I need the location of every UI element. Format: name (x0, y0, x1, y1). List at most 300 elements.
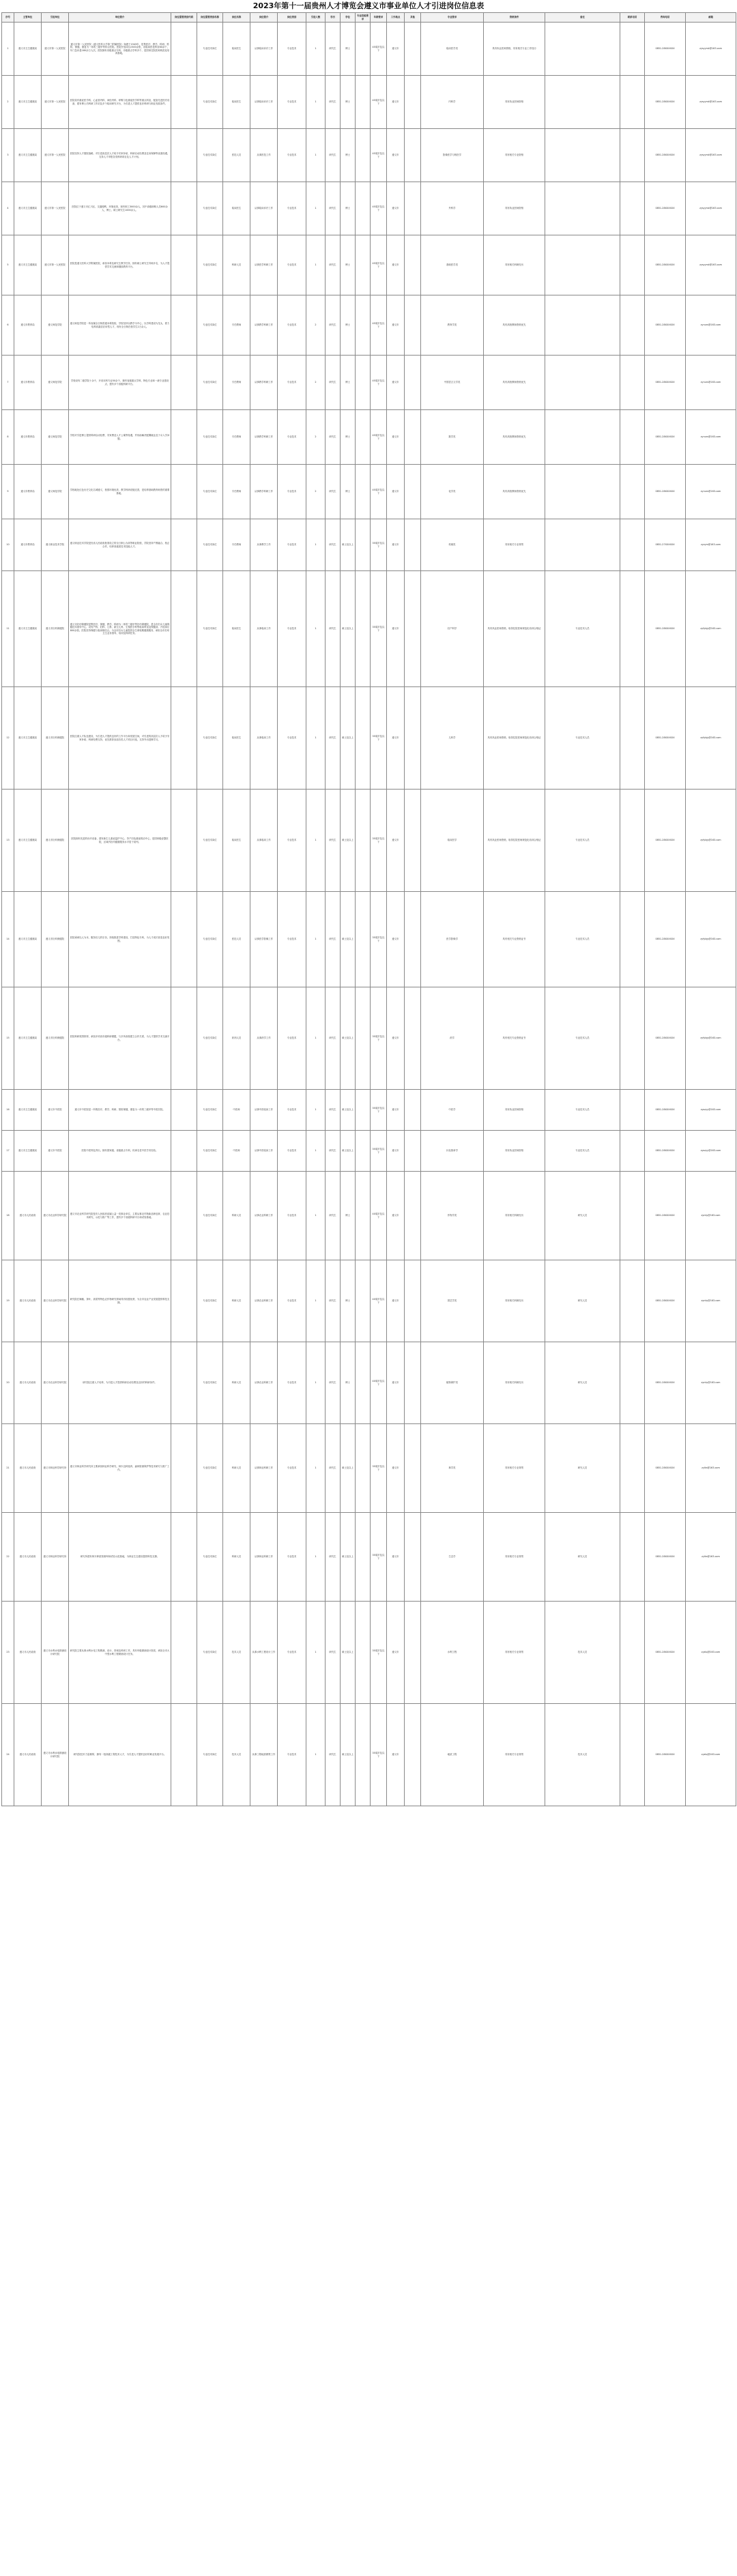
cell-major: 化学类 (421, 465, 484, 519)
cell-num: 1 (306, 519, 326, 571)
cell-post: 专任教师 (223, 410, 250, 465)
cell-ptype: 专业技术 (278, 76, 306, 129)
column-header: 引进单位 (42, 13, 69, 23)
cell-cat: 专业技术岗位 (197, 23, 223, 76)
column-header: 资格条件 (484, 13, 545, 23)
cell-req: 具有高校教师资格优先 (484, 295, 545, 356)
cell-dept: 遵义市卫生健康局 (14, 1131, 42, 1172)
cell-other (405, 129, 421, 182)
cell-major: 基础医学类 (421, 235, 484, 295)
cell-note: 专业技术人员 (545, 687, 620, 790)
cell-contact (620, 1704, 645, 1806)
cell-ptype: 专业技术 (278, 410, 306, 465)
cell-other (405, 1172, 421, 1260)
cell-pdesc: 从事临床工作 (250, 571, 278, 687)
cell-skill (356, 410, 371, 465)
cell-other (405, 1131, 421, 1172)
cell-deg: 博士 (341, 1342, 356, 1424)
position-table (1, 12, 736, 1806)
cell-skill (356, 519, 371, 571)
cell-unit: 遵义市第一人民医院 (42, 182, 69, 235)
cell-num: 1 (306, 892, 326, 987)
cell-deg: 博士 (341, 1172, 356, 1260)
cell-ptype: 专业技术 (278, 129, 306, 182)
cell-contact (620, 1602, 645, 1704)
cell-age: 35周岁及以下 (371, 790, 387, 892)
column-header: 岗位名称 (223, 13, 250, 23)
cell-code (171, 76, 197, 129)
cell-req: 具有相关专业背景 (484, 1704, 545, 1806)
cell-age: 45周岁及以下 (371, 23, 387, 76)
cell-note (545, 235, 620, 295)
cell-post: 专任教师 (223, 519, 250, 571)
cell-ptype: 专业技术 (278, 1172, 306, 1260)
cell-num: 1 (306, 182, 326, 235)
cell-no: 16 (2, 1090, 14, 1131)
cell-age: 35周岁及以下 (371, 519, 387, 571)
cell-intro: 学校设有二级学院十余个，开设本科专业50余个，拥有省级重点学科、特色专业和一流专业建设点，建有多个省级科研平台。 (69, 356, 171, 410)
cell-dept: 遵义市人民政府 (14, 1172, 42, 1260)
cell-edu: 研究生 (326, 295, 341, 356)
cell-age: 40周岁及以下 (371, 1342, 387, 1424)
cell-no: 12 (2, 687, 14, 790)
cell-place: 遵义市 (387, 1704, 405, 1806)
cell-note: 专业技术人员 (545, 790, 620, 892)
cell-post: 科研人员 (223, 1172, 250, 1260)
cell-other (405, 1342, 421, 1424)
cell-major: 生态学 (421, 1513, 484, 1602)
cell-other (405, 687, 421, 790)
cell-major: 数学类 (421, 410, 484, 465)
cell-pdesc: 从事医技工作 (250, 129, 278, 182)
cell-deg: 硕士及以上 (341, 1424, 356, 1513)
cell-phone: 0851-28XXXXXX (645, 182, 686, 235)
column-header: 岗位类别 (278, 13, 306, 23)
cell-pdesc: 从事水利工程设计工作 (250, 1602, 278, 1704)
column-header: 联系电话 (620, 13, 645, 23)
cell-contact (620, 182, 645, 235)
cell-place: 遵义市 (387, 182, 405, 235)
cell-ptype: 专业技术 (278, 1513, 306, 1602)
cell-no: 9 (2, 465, 14, 519)
cell-cat: 专业技术岗位 (197, 1513, 223, 1602)
cell-age: 35周岁及以下 (371, 987, 387, 1090)
column-header: 学位 (341, 13, 356, 23)
cell-req: 具有相关科研经历 (484, 1172, 545, 1260)
cell-mail: zyfybjy@163.com (686, 687, 736, 790)
cell-edu: 研究生 (326, 1602, 341, 1704)
table-row (2, 76, 736, 129)
cell-place: 遵义市 (387, 1131, 405, 1172)
cell-edu: 研究生 (326, 571, 341, 687)
cell-mail: zyfybjy@163.com (686, 987, 736, 1090)
cell-code (171, 571, 197, 687)
cell-code (171, 892, 197, 987)
cell-edu: 研究生 (326, 519, 341, 571)
cell-skill (356, 1131, 371, 1172)
cell-major: 内科学 (421, 76, 484, 129)
cell-skill (356, 790, 371, 892)
cell-req: 具有执业医师资格 (484, 1131, 545, 1172)
cell-edu: 研究生 (326, 687, 341, 790)
cell-age: 40周岁及以下 (371, 1260, 387, 1342)
cell-dept: 遵义市人民政府 (14, 1260, 42, 1342)
cell-other (405, 519, 421, 571)
cell-other (405, 23, 421, 76)
cell-phone: 0851-28XXXXXX (645, 987, 686, 1090)
cell-dept: 遵义市卫生健康局 (14, 23, 42, 76)
cell-post: 科研人员 (223, 235, 250, 295)
cell-note: 技术人员 (545, 1704, 620, 1806)
cell-major: 临床医学 (421, 790, 484, 892)
cell-place: 遵义市 (387, 23, 405, 76)
cell-pdesc: 从事临床工作 (250, 687, 278, 790)
cell-other (405, 571, 421, 687)
table-row (2, 790, 736, 892)
cell-mail: zynky@163.com (686, 1342, 736, 1424)
cell-deg: 博士 (341, 23, 356, 76)
cell-age: 35周岁及以下 (371, 1424, 387, 1513)
cell-note (545, 465, 620, 519)
cell-age: 45周岁及以下 (371, 235, 387, 295)
cell-post: 专任教师 (223, 295, 250, 356)
cell-ptype: 专业技术 (278, 182, 306, 235)
cell-unit: 遵义师范学院 (42, 410, 69, 465)
cell-contact (620, 1090, 645, 1131)
cell-deg: 硕士及以上 (341, 1602, 356, 1704)
cell-deg: 硕士及以上 (341, 687, 356, 790)
cell-mail: zyszyy@163.com (686, 1131, 736, 1172)
cell-pdesc: 从事医学影像工作 (250, 892, 278, 987)
cell-num: 1 (306, 1602, 326, 1704)
cell-ptype: 专业技术 (278, 1424, 306, 1513)
cell-cat: 专业技术岗位 (197, 892, 223, 987)
cell-major: 水利工程 (421, 1602, 484, 1704)
cell-code (171, 295, 197, 356)
cell-skill (356, 1424, 371, 1513)
cell-note (545, 76, 620, 129)
cell-age: 45周岁及以下 (371, 182, 387, 235)
cell-dept: 遵义市卫生健康局 (14, 892, 42, 987)
cell-mail: zyszyy@163.com (686, 1090, 736, 1131)
cell-req: 具有执业医师资格 (484, 76, 545, 129)
cell-no: 3 (2, 129, 14, 182)
cell-place: 遵义市 (387, 410, 405, 465)
cell-num: 1 (306, 1424, 326, 1513)
cell-req: 具有相关专业资格证书 (484, 892, 545, 987)
cell-post: 技术人员 (223, 1704, 250, 1806)
table-row (2, 1342, 736, 1424)
cell-dept: 遵义市教育局 (14, 295, 42, 356)
cell-unit: 遵义市林业科学研究所 (42, 1513, 69, 1602)
cell-code (171, 1424, 197, 1513)
cell-contact (620, 987, 645, 1090)
cell-no: 14 (2, 892, 14, 987)
cell-other (405, 410, 421, 465)
cell-unit: 遵义市第一人民医院 (42, 129, 69, 182)
cell-contact (620, 129, 645, 182)
cell-deg: 博士 (341, 182, 356, 235)
cell-contact (620, 790, 645, 892)
cell-unit: 遵义市妇幼保健院 (42, 987, 69, 1090)
cell-note: 专业技术人员 (545, 1131, 620, 1172)
cell-no: 4 (2, 182, 14, 235)
document-title: 2023年第十一届贵州人才博览会遵义市事业单位人才引进岗位信息表 (252, 1, 485, 10)
cell-note: 专业技术人员 (545, 1090, 620, 1131)
cell-mail: zynurs@163.com (686, 465, 736, 519)
cell-contact (620, 356, 645, 410)
cell-edu: 研究生 (326, 23, 341, 76)
table-row (2, 1090, 736, 1131)
cell-unit: 遵义市水利水电勘测设计研究院 (42, 1704, 69, 1806)
column-header: 咨询电话 (645, 13, 686, 23)
cell-phone: 0851-28XXXXXX (645, 76, 686, 129)
cell-intro: 医院位于遵义市汇川区，交通便利，环境优美，现有职工3000余人，其中高级职称人员600余人，博士、硕士研究生1000余人。 (69, 182, 171, 235)
cell-mail: zyfybjy@163.com (686, 790, 736, 892)
cell-intro: 研究院在辣椒、茶叶、高粱等特色农作物研究领域具有较强优势，为全市农业产业发展提供科技支撑。 (69, 1260, 171, 1342)
cell-unit: 遵义市妇幼保健院 (42, 790, 69, 892)
cell-ptype: 专业技术 (278, 1260, 306, 1342)
cell-note: 研究人员 (545, 1513, 620, 1602)
cell-req: 具有高校教师资格优先 (484, 410, 545, 465)
cell-major: 作物学类 (421, 1172, 484, 1260)
cell-num: 1 (306, 790, 326, 892)
cell-major: 药学 (421, 987, 484, 1090)
cell-contact (620, 892, 645, 987)
cell-phone: 0851-28XXXXXX (645, 235, 686, 295)
table-row (2, 295, 736, 356)
cell-other (405, 76, 421, 129)
cell-contact (620, 1342, 645, 1424)
cell-phone: 0851-28XXXXXX (645, 1602, 686, 1704)
cell-note: 专业技术人员 (545, 987, 620, 1090)
table-row (2, 687, 736, 790)
cell-code (171, 1172, 197, 1260)
cell-pdesc: 从事农业科研工作 (250, 1172, 278, 1260)
cell-cat: 专业技术岗位 (197, 129, 223, 182)
cell-no: 19 (2, 1260, 14, 1342)
cell-other (405, 1513, 421, 1602)
cell-pdesc: 从事教学科研工作 (250, 410, 278, 465)
cell-major: 园艺学类 (421, 1260, 484, 1342)
cell-no: 22 (2, 1513, 14, 1602)
cell-cat: 专业技术岗位 (197, 790, 223, 892)
cell-major: 教育学类 (421, 295, 484, 356)
table-body (2, 23, 736, 1806)
cell-pdesc: 从事医学科研工作 (250, 235, 278, 295)
cell-cat: 专业技术岗位 (197, 571, 223, 687)
cell-place: 遵义市 (387, 1172, 405, 1260)
cell-deg: 硕士及以上 (341, 1513, 356, 1602)
cell-mail: zylks@163.com (686, 1513, 736, 1602)
cell-mail: zysyyrsk@163.com (686, 182, 736, 235)
cell-no: 18 (2, 1172, 14, 1260)
cell-num: 1 (306, 687, 326, 790)
cell-deg: 硕士及以上 (341, 519, 356, 571)
cell-no: 10 (2, 519, 14, 571)
cell-dept: 遵义市教育局 (14, 465, 42, 519)
cell-cat: 专业技术岗位 (197, 1260, 223, 1342)
cell-place: 遵义市 (387, 790, 405, 892)
cell-place: 遵义市 (387, 295, 405, 356)
cell-post: 技术人员 (223, 1602, 250, 1704)
cell-ptype: 专业技术 (278, 1342, 306, 1424)
header-row (2, 13, 736, 23)
cell-dept: 遵义市卫生健康局 (14, 571, 42, 687)
cell-deg: 博士 (341, 235, 356, 295)
cell-no: 1 (2, 23, 14, 76)
cell-intro: 遵义市中医院是一所集医疗、教学、科研、预防保健、康复为一体的三级甲等中医医院。 (69, 1090, 171, 1131)
cell-post: 临床医生 (223, 571, 250, 687)
cell-phone: 0851-28XXXXXX (645, 465, 686, 519)
cell-edu: 研究生 (326, 1424, 341, 1513)
cell-edu: 研究生 (326, 1090, 341, 1131)
cell-note (545, 129, 620, 182)
cell-contact (620, 295, 645, 356)
cell-contact (620, 1424, 645, 1513)
cell-age: 45周岁及以下 (371, 465, 387, 519)
cell-deg: 博士 (341, 465, 356, 519)
cell-place: 遵义市 (387, 1424, 405, 1513)
cell-req: 具有高校教师资格优先 (484, 356, 545, 410)
cell-unit: 遵义市林业科学研究所 (42, 1424, 69, 1513)
cell-edu: 研究生 (326, 1513, 341, 1602)
cell-edu: 研究生 (326, 1704, 341, 1806)
table-row (2, 1424, 736, 1513)
cell-cat: 专业技术岗位 (197, 235, 223, 295)
column-header: 专业技能要求 (356, 13, 371, 23)
cell-age: 45周岁及以下 (371, 410, 387, 465)
cell-intro: 研究所建有林木种质资源库和试验示范基地，为林业生态建设提供科技支撑。 (69, 1513, 171, 1602)
cell-cat: 专业技术岗位 (197, 987, 223, 1090)
cell-post: 科研人员 (223, 1424, 250, 1513)
cell-skill (356, 1602, 371, 1704)
cell-skill (356, 295, 371, 356)
cell-req: 具有相关专业资格 (484, 129, 545, 182)
cell-note (545, 182, 620, 235)
cell-ptype: 专业技术 (278, 519, 306, 571)
cell-post: 科研人员 (223, 1260, 250, 1342)
cell-num: 1 (306, 23, 326, 76)
cell-num: 2 (306, 465, 326, 519)
column-header: 单位简介 (69, 13, 171, 23)
cell-place: 遵义市 (387, 465, 405, 519)
cell-note: 专业技术人员 (545, 892, 620, 987)
cell-post: 中医师 (223, 1131, 250, 1172)
cell-req: 具有高校教师资格优先 (484, 465, 545, 519)
cell-place: 遵义市 (387, 235, 405, 295)
cell-code (171, 1704, 197, 1806)
cell-age: 35周岁及以下 (371, 1513, 387, 1602)
cell-post: 临床医生 (223, 76, 250, 129)
cell-unit: 遵义市中医院 (42, 1090, 69, 1131)
cell-contact (620, 1131, 645, 1172)
cell-num: 1 (306, 1090, 326, 1131)
column-header: 备注 (545, 13, 620, 23)
cell-skill (356, 23, 371, 76)
table-row (2, 1602, 736, 1704)
cell-mail: zyzyrs@163.com (686, 519, 736, 571)
cell-intro: 医院坚持人才强院战略，对引进高层次人才给予安家补贴、科研启动经费及住房保障等优惠待遇，支持人才申报各类科研项目及人才计划。 (69, 129, 171, 182)
cell-place: 遵义市 (387, 1602, 405, 1704)
cell-ptype: 专业技术 (278, 1131, 306, 1172)
cell-dept: 遵义市卫生健康局 (14, 182, 42, 235)
cell-phone: 0851-28XXXXXX (645, 129, 686, 182)
cell-mail: zysyyrsk@163.com (686, 23, 736, 76)
cell-unit: 遵义市第一人民医院 (42, 23, 69, 76)
cell-other (405, 1260, 421, 1342)
cell-pdesc: 从事教学科研工作 (250, 295, 278, 356)
cell-edu: 研究生 (326, 76, 341, 129)
cell-code (171, 1342, 197, 1424)
cell-intro: 遵义市农业科学研究院是市人民政府直属公益一类事业单位，主要从事农作物新品种选育、农业技术研究、示范与推广等工作，建有多个省级科研平台和试验基地。 (69, 1172, 171, 1260)
cell-pdesc: 从事临床诊疗工作 (250, 182, 278, 235)
cell-contact (620, 465, 645, 519)
cell-deg: 博士 (341, 295, 356, 356)
cell-code (171, 1260, 197, 1342)
cell-post: 临床医生 (223, 790, 250, 892)
cell-code (171, 1131, 197, 1172)
cell-skill (356, 182, 371, 235)
cell-ptype: 专业技术 (278, 790, 306, 892)
cell-mail: zynurs@163.com (686, 295, 736, 356)
cell-phone: 0851-28XXXXXX (645, 1260, 686, 1342)
cell-age: 35周岁及以下 (371, 1602, 387, 1704)
cell-code (171, 465, 197, 519)
cell-major: 临床医学类 (421, 23, 484, 76)
cell-no: 13 (2, 790, 14, 892)
table-row (2, 1260, 736, 1342)
cell-contact (620, 23, 645, 76)
cell-deg: 硕士及以上 (341, 571, 356, 687)
cell-major: 中医学 (421, 1090, 484, 1131)
cell-skill (356, 687, 371, 790)
cell-mail: zynurs@163.com (686, 410, 736, 465)
column-header: 专业要求 (421, 13, 484, 23)
cell-major: 中国语言文学类 (421, 356, 484, 410)
cell-num: 1 (306, 1513, 326, 1602)
cell-no: 5 (2, 235, 14, 295)
table-row (2, 465, 736, 519)
cell-deg: 博士 (341, 129, 356, 182)
cell-age: 45周岁及以下 (371, 356, 387, 410)
cell-unit: 遵义市妇幼保健院 (42, 571, 69, 687)
cell-req: 具有相关专业背景 (484, 1602, 545, 1704)
cell-deg: 博士 (341, 76, 356, 129)
cell-pdesc: 从事药学工作 (250, 987, 278, 1090)
table-row (2, 23, 736, 76)
cell-skill (356, 235, 371, 295)
cell-unit: 遵义市第一人民医院 (42, 235, 69, 295)
cell-phone: 0851-28XXXXXX (645, 410, 686, 465)
cell-skill (356, 1090, 371, 1131)
cell-note (545, 356, 620, 410)
cell-skill (356, 1260, 371, 1342)
cell-place: 遵义市 (387, 1260, 405, 1342)
column-header: 年龄要求 (371, 13, 387, 23)
cell-age: 35周岁及以下 (371, 1131, 387, 1172)
cell-phone: 0851-28XXXXXX (645, 892, 686, 987)
cell-ptype: 专业技术 (278, 987, 306, 1090)
cell-phone: 0851-28XXXXXX (645, 1342, 686, 1424)
cell-note: 研究人员 (545, 1260, 620, 1342)
cell-other (405, 235, 421, 295)
table-row (2, 1172, 736, 1260)
cell-cat: 专业技术岗位 (197, 1342, 223, 1424)
cell-ptype: 专业技术 (278, 23, 306, 76)
cell-unit: 遵义市农业科学研究院 (42, 1342, 69, 1424)
cell-code (171, 519, 197, 571)
